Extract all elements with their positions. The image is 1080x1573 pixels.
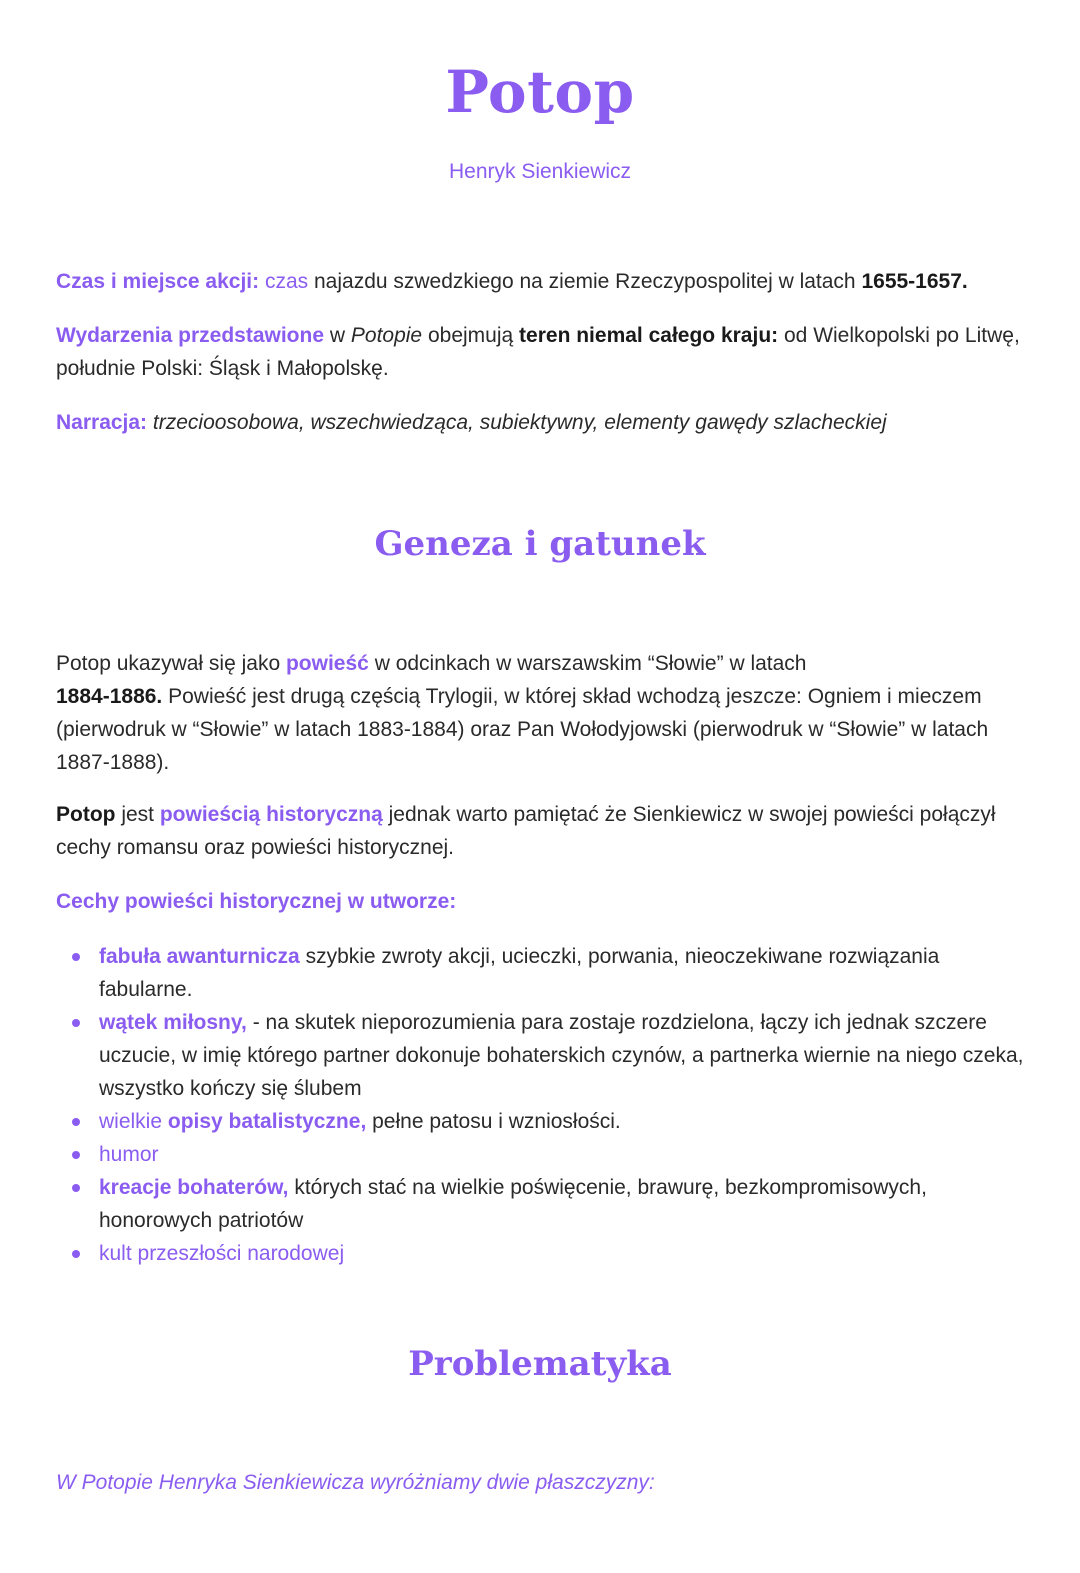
setting-word: czas: [264, 270, 309, 293]
list-item: fabuła awanturnicza szybkie zwroty akcji, ucieczki, porwania, nieoczekiwane rozwiązania fabularne.: [56, 940, 1026, 1006]
genesis-p2-a: Potop: [56, 803, 116, 826]
setting-years: 1655-1657.: [861, 270, 968, 293]
bullet-icon: [72, 953, 80, 961]
genesis-p1-a: Potop ukazywał się jako: [56, 652, 281, 675]
features-list: [56, 940, 1026, 1270]
bullet-icon: [72, 1151, 80, 1159]
narration-text: trzecioosobowa, wszechwiedząca, subiektywny, elementy gawędy szlacheckiej: [152, 411, 887, 434]
events-w: w: [329, 324, 346, 347]
genesis-p2-c: powieścią historyczną: [159, 803, 383, 826]
section-heading-genesis: Geneza i gatunek: [374, 524, 706, 564]
list-item: wielkie opisy batalistyczne, pełne patosu i wzniosłości.: [56, 1105, 1026, 1138]
genesis-p2-d: jednak warto pamiętać że Sienkiewicz w swojej powieści połączył cechy romansu oraz powieści historycznej.: [56, 803, 996, 859]
events-rest: od Wielkopolski po Litwę, południe Polski: Śląsk i Małopolskę.: [56, 324, 1020, 380]
bullet-icon: [72, 1184, 80, 1192]
genesis-paragraph-2: [56, 798, 1026, 864]
setting-paragraph: [56, 265, 1026, 298]
problems-intro: [56, 1466, 1026, 1499]
list-item: humor: [56, 1138, 1026, 1171]
bullet-icon: [72, 1118, 80, 1126]
genesis-p1-c: w odcinkach w warszawskim “Słowie” w latach: [374, 652, 807, 675]
list-item: kreacje bohaterów, których stać na wielkie poświęcenie, brawurę, bezkompromisowych, honorowych patriotów: [56, 1171, 1026, 1237]
events-paragraph: [56, 319, 1026, 385]
list-item: wątek miłosny, - na skutek nieporozumienia para zostaje rozdzielona, łączy ich jednak szczere uczucie, w imię którego partner dokonuje bohaterskich czynów, a partnerka wiernie na niego czeka, wszystko kończy się ślubem: [56, 1006, 1026, 1105]
narration-paragraph: [56, 406, 1026, 439]
setting-label: Czas i miejsce akcji:: [56, 270, 260, 293]
setting-text: najazdu szwedzkiego na ziemie Rzeczypospolitej w latach: [314, 270, 856, 293]
genesis-paragraph-1: [56, 647, 1026, 779]
problems-intro-text: W Potopie Henryka Sienkiewicza wyróżniamy dwie płaszczyzny:: [56, 1471, 655, 1494]
page-title: Potop: [445, 58, 635, 126]
genesis-p2-b: jest: [121, 803, 155, 826]
author: Henryk Sienkiewicz: [448, 160, 632, 183]
events-obejmuja: obejmują: [427, 324, 514, 347]
features-label-text: Cechy powieści historycznej w utworze:: [56, 890, 457, 913]
events-label: Wydarzenia przedstawione: [56, 324, 325, 347]
section-heading-problems: Problematyka: [408, 1344, 672, 1384]
events-potopie: Potopie: [350, 324, 423, 347]
bullet-icon: [72, 1019, 80, 1027]
events-bold: teren niemal całego kraju:: [519, 324, 779, 347]
genesis-p1-d: 1884-1886.: [56, 685, 163, 708]
narration-label: Narracja:: [56, 411, 148, 434]
genesis-p1-e: Powieść jest drugą częścią Trylogii, w której skład wchodzą jeszcze: Ogniem i mieczem (pierwodruk w “Słowie” w latach 1883-1884) oraz Pan Wołodyjowski (pierwodruk w “Słowie” w latach 1887-1888).: [56, 685, 989, 774]
features-label: [56, 885, 1026, 918]
bullet-icon: [72, 1250, 80, 1258]
list-item: kult przeszłości narodowej: [56, 1237, 1026, 1270]
genesis-p1-b: powieść: [285, 652, 369, 675]
